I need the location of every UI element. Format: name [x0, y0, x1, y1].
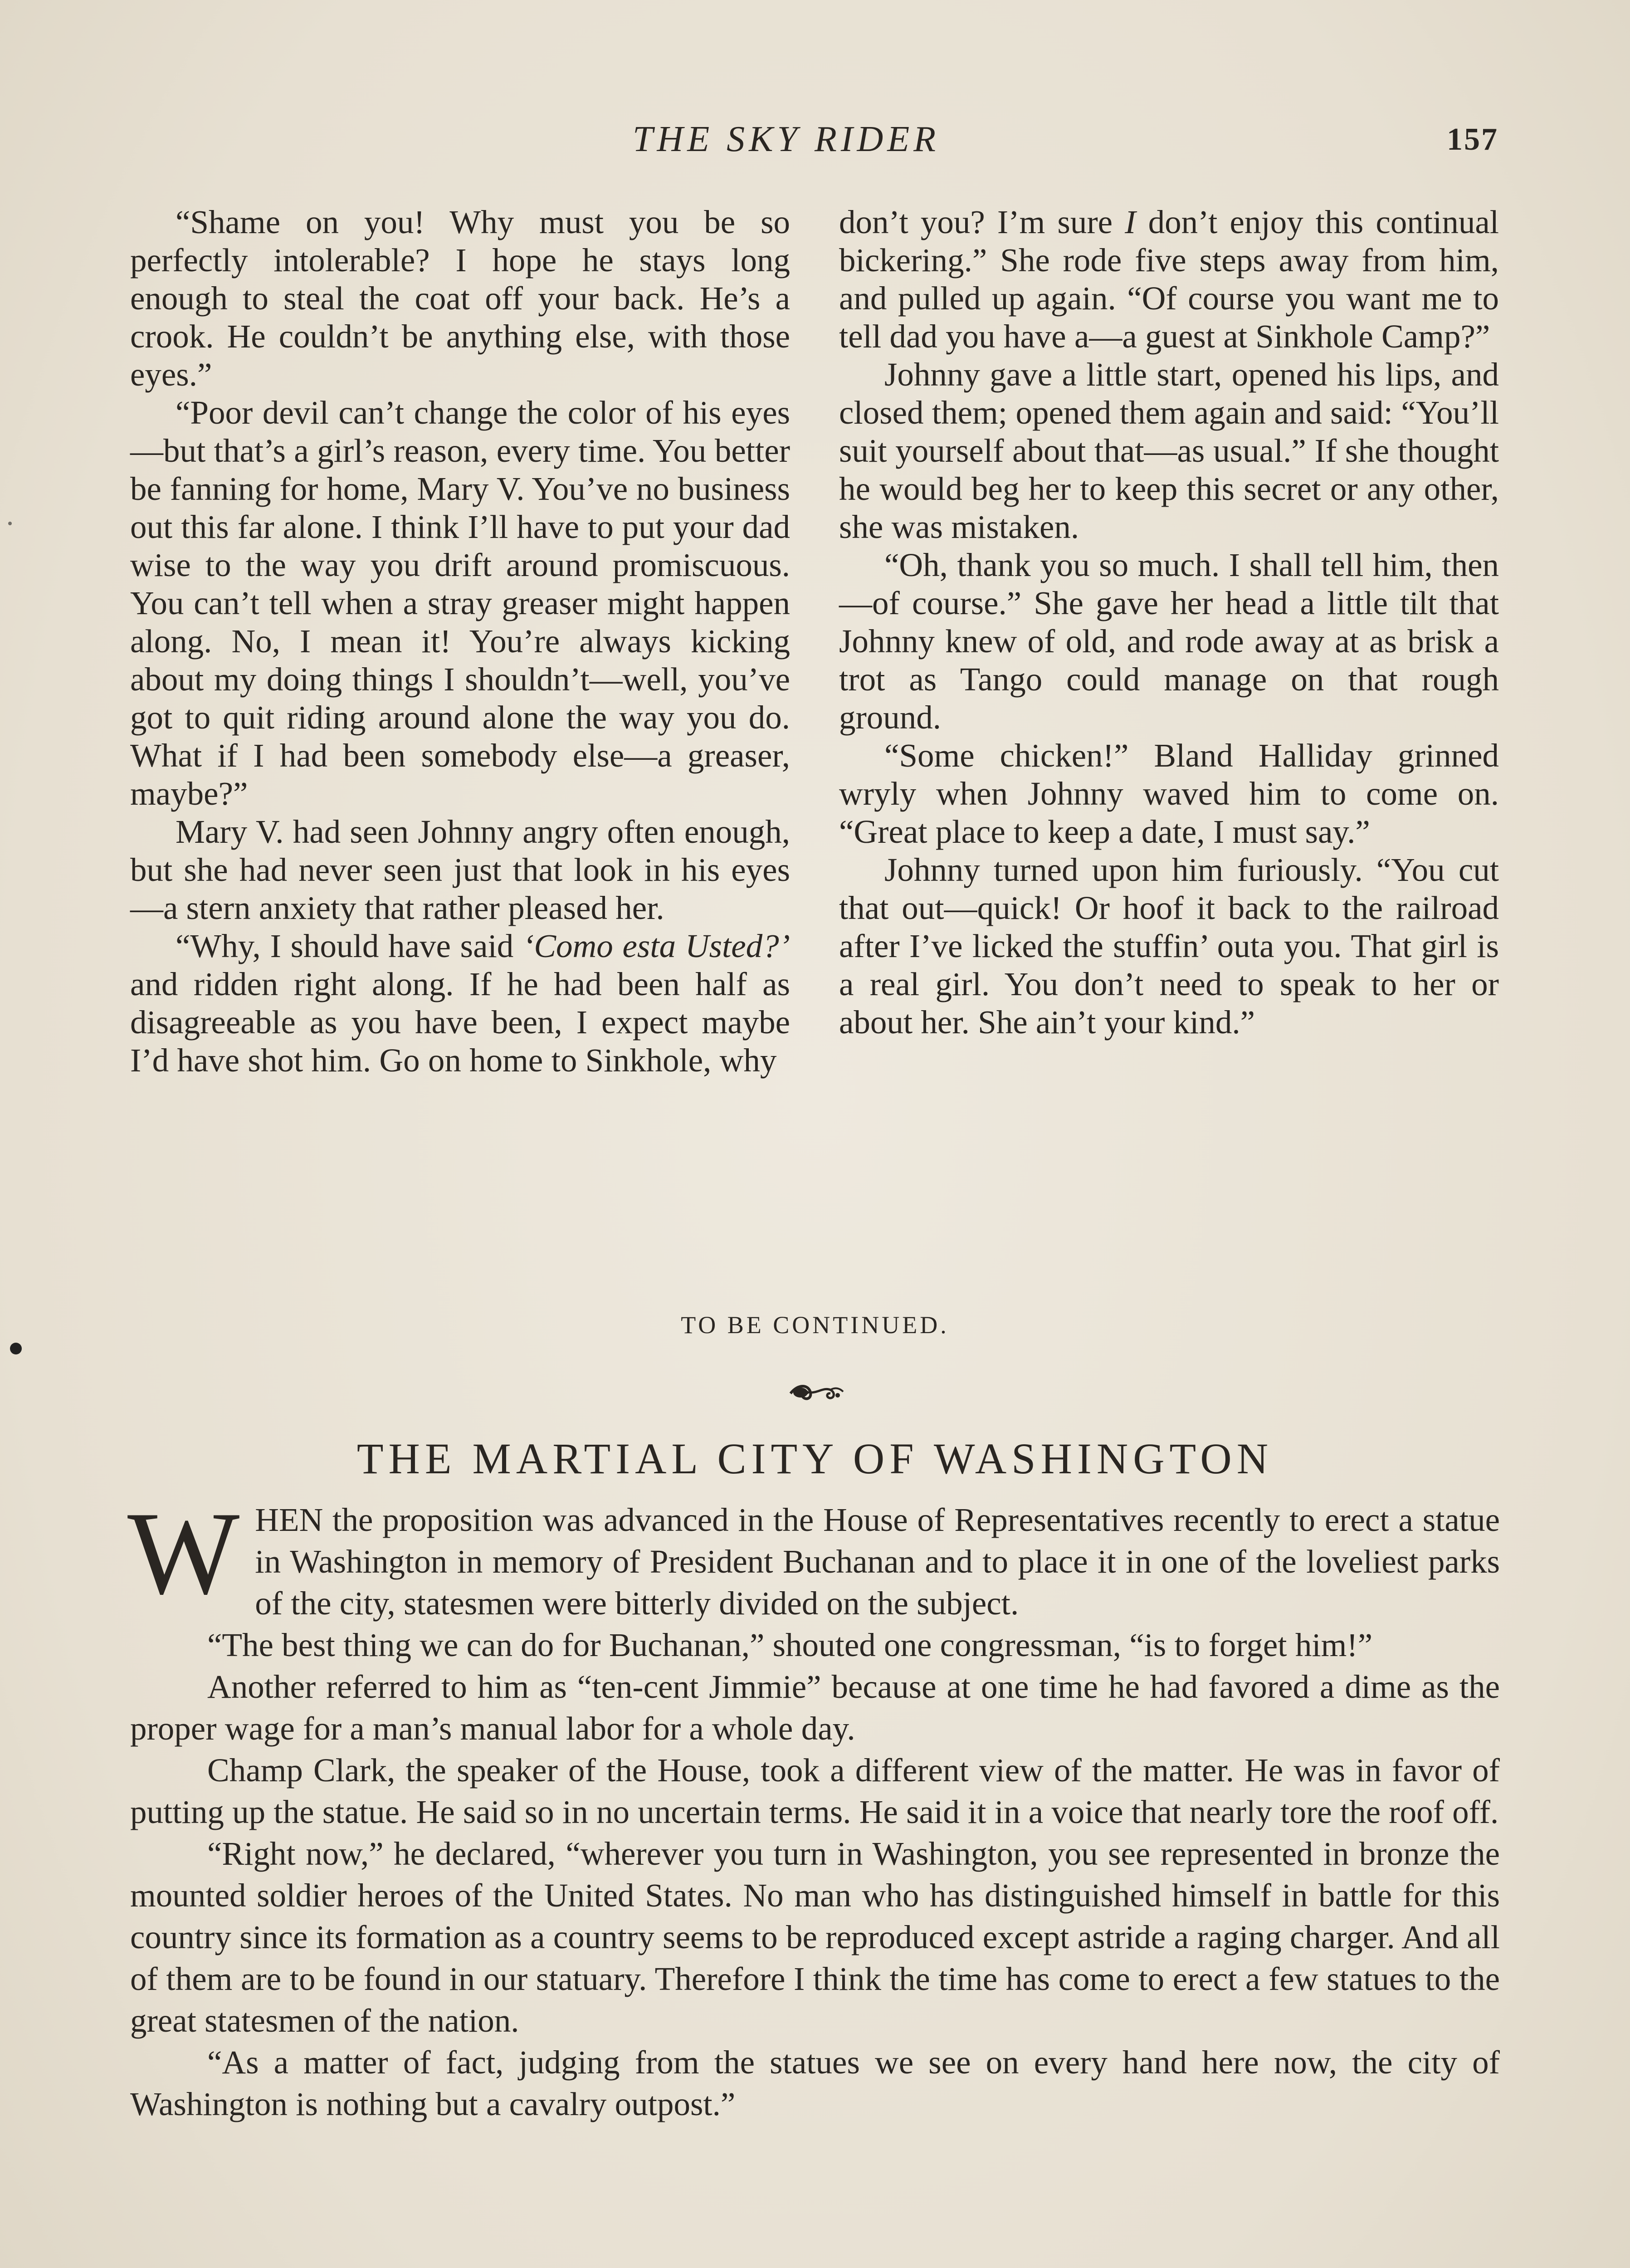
left-column [130, 203, 790, 1080]
ink-speck [8, 522, 12, 525]
story-paragraph: Johnny turned upon him furiously. “You cut that out—quick! Or hoof it back to the railroad after I’ve licked the stuffin’ outa you. That girl is a real girl. You don’t need to speak to her or about her. She ain’t your kind.” [839, 851, 1499, 1041]
story-paragraph: “Oh, thank you so much. I shall tell him, then—of course.” She gave her head a little tilt that Johnny knew of old, and rode away at as brisk a trot as Tango could manage on that rough ground. [839, 547, 1499, 736]
italic-phrase: ‘Como esta Usted?’ [523, 928, 790, 964]
article-paragraph: “The best thing we can do for Buchanan,” shouted one congressman, “is to forget him!” [207, 1627, 1373, 1663]
running-title: THE SKY RIDER [633, 119, 940, 159]
story-paragraph: “Poor devil can’t change the color of his eyes—but that’s a girl’s reason, every time. You better be fanning for home, Mary V. You’ve no business out this far alone. I think I’ll have to put your dad wise to the way you drift around promiscuous. You can’t tell when a stray greaser might happen along. No, I mean it! You’re always kicking about my doing things I shouldn’t—well, you’ve got to quit riding around alone the way you do. What if I had been somebody else—a greaser, maybe?” [130, 394, 790, 812]
story-paragraph: “Some chicken!” Bland Halliday grinned wryly when Johnny waved him to come on. “Great place to keep a date, I must say.” [839, 737, 1499, 850]
story-paragraph [130, 927, 790, 1080]
text-run: HEN the proposition was advanced in the House of Representatives recently to erect a statue in Washington in memory of President Buchanan and to place it in one of the loveliest parks of the city, statesmen were bitterly divided on the subject. [255, 1501, 1500, 1622]
article-first-paragraph [127, 1487, 1500, 1624]
story-paragraph-continued [839, 203, 1499, 356]
text-run: “Why, I should have said [176, 928, 523, 964]
text-run: and ridden right along. If he had been half as disagreeable as you have been, I expect maybe I’d have shot him. Go on home to Sinkhole, why [130, 966, 790, 1079]
story-paragraph: Johnny gave a little start, opened his lips, and closed them; opened them again and said: “You’ll suit yourself about that—as usual.” If she thought he would beg her to keep this secret or any other, she was mistaken. [839, 356, 1499, 545]
article-paragraph: “Right now,” he declared, “wherever you turn in Washington, you see represented in bronze the mounted soldier heroes of the United States. No man who has distinguished himself in battle for this country since its formation as a country seems to be reproduced except astride a raging charger. And all of them are to be found in our statuary. Therefore I think the time has come to erect a few statues to the great statesmen of the nation. [130, 1835, 1500, 2039]
italic-word: I [1125, 204, 1136, 240]
article-paragraph: Another referred to him as “ten-cent Jimmie” because at one time he had favored a dime as the proper wage for a man’s manual labor for a whole day. [130, 1668, 1500, 1747]
right-column [839, 203, 1499, 1041]
article-paragraph: Champ Clark, the speaker of the House, took a different view of the matter. He was in favor of putting up the statue. He said so in no uncertain terms. He said it in a voice that nearly tore the roof off. [130, 1752, 1500, 1830]
page-number: 157 [1447, 122, 1498, 157]
text-run: don’t enjoy this continual bickering.” She rode five steps away from him, and pulled up again. “Of course you want me to tell dad you have a—a guest at Sinkhole Camp?” [839, 204, 1499, 355]
ink-speck [10, 1343, 22, 1354]
article-title: THE MARTIAL CITY OF WASHINGTON [356, 1434, 1274, 1483]
text-run: don’t you? I’m sure [839, 204, 1125, 240]
story-paragraph: Mary V. had seen Johnny angry often enough, but she had never seen just that look in his eyes—a stern anxiety that rather pleased her. [130, 813, 790, 926]
story-paragraph: “Shame on you! Why must you be so perfectly intolerable? I hope he stays long enough to steal the coat off your back. He’s a crook. He couldn’t be anything else, with those eyes.” [130, 204, 790, 393]
to-be-continued-note: TO BE CONTINUED. [681, 1311, 949, 1339]
vine-ornament-icon [787, 1379, 846, 1406]
drop-cap: W [127, 1487, 240, 1619]
article-paragraph: “As a matter of fact, judging from the statues we see on every hand here now, the city of Washington is nothing but a cavalry outpost.” [130, 2044, 1500, 2122]
article-body [127, 1487, 1500, 2125]
page-header [0, 119, 1630, 173]
